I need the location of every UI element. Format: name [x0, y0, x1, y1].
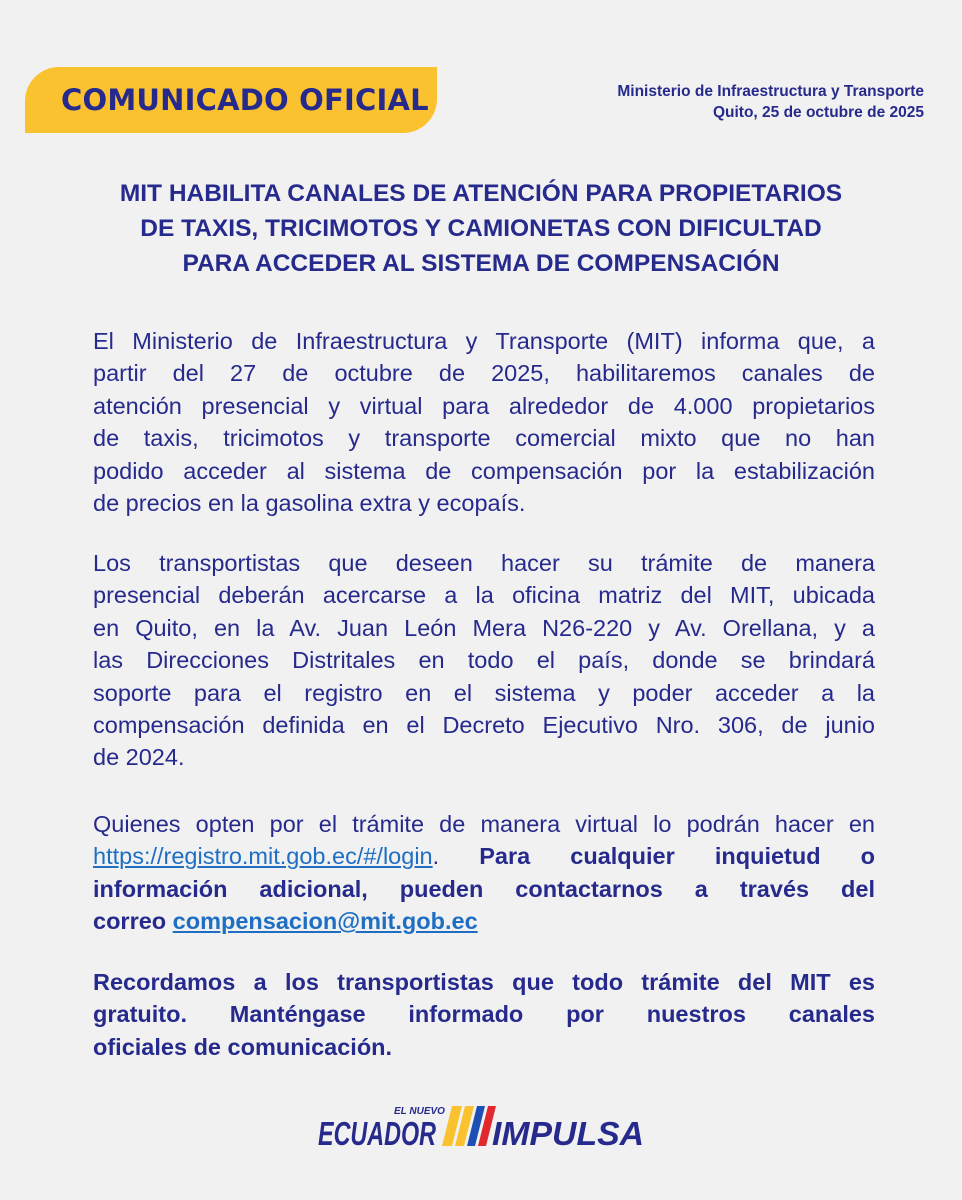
paragraph-line: Quienes opten por el trámite de manera virtual lo podrán hacer en	[93, 811, 875, 837]
paragraph-line: El Ministerio de Infraestructura y Transporte (MIT) informa que, a	[93, 328, 875, 354]
paragraph-line: atención presencial y virtual para alrededor de 4.000 propietarios	[93, 392, 875, 419]
headline-line: DE TAXIS, TRICIMOTOS Y CAMIONETAS CON DIFICULTAD	[140, 215, 822, 242]
paragraph-2	[93, 547, 875, 774]
paragraph-line: gratuito. Manténgase informado por nuestros canales	[93, 1001, 875, 1028]
paragraph-4	[93, 966, 875, 1063]
headline	[40, 176, 922, 281]
paragraph-line: soporte para el registro en el sistema y poder acceder a la	[93, 679, 875, 706]
paragraph-line: oficiales de comunicación.	[93, 1033, 393, 1060]
registro-link[interactable]: https://registro.mit.gob.ec/#/login	[93, 843, 433, 870]
paragraph-line-with-link	[93, 840, 875, 872]
email-link[interactable]: compensacion@mit.gob.ec	[172, 908, 478, 935]
paragraph-line: podido acceder al sistema de compensación por la estabilización	[93, 457, 875, 484]
flag-stripes-icon	[442, 1106, 496, 1146]
badge-label: COMUNICADO OFICIAL	[61, 83, 429, 117]
paragraph-line: de precios en la gasolina extra y ecopaís.	[93, 490, 526, 517]
paragraph-line: en Quito, en la Av. Juan León Mera N26-220 y Av. Orellana, y a	[93, 614, 875, 641]
paragraph-line: información adicional, pueden contactarnos a través del	[93, 875, 875, 902]
paragraph-line: las Direcciones Distritales en todo el país, donde se brindará	[93, 647, 875, 674]
logo-el-nuevo: EL NUEVO	[394, 1106, 445, 1117]
paragraph-line: partir del 27 de octubre de 2025, habilitaremos canales de	[93, 360, 875, 387]
logo-ecuador: ECUADOR	[318, 1115, 437, 1152]
inquiry-text: Para cualquier inquietud o	[479, 843, 876, 870]
header-meta	[617, 81, 924, 123]
place-date: Quito, 25 de octubre de 2025	[712, 104, 924, 121]
paragraph-line: compensación definida en el Decreto Ejecutivo Nro. 306, de junio	[93, 712, 875, 739]
ecuador-impulsa-logo	[316, 1100, 648, 1152]
paragraph-line: Los transportistas que deseen hacer su trámite de manera	[93, 550, 875, 576]
logo-impulsa: IMPULSA	[492, 1115, 644, 1152]
paragraph-line: de 2024.	[93, 744, 185, 771]
email-line	[93, 905, 875, 937]
correo-label: correo	[93, 908, 167, 935]
comunicado-badge	[25, 67, 437, 133]
paragraph-line: Recordamos a los transportistas que todo trámite del MIT es	[93, 969, 875, 995]
paragraph-1	[93, 325, 875, 519]
paragraph-line: presencial deberán acercarse a la oficina matriz del MIT, ubicada	[93, 582, 875, 609]
headline-line: MIT HABILITA CANALES DE ATENCIÓN PARA PROPIETARIOS	[119, 180, 843, 207]
headline-line: PARA ACCEDER AL SISTEMA DE COMPENSACIÓN	[182, 250, 780, 277]
link-period: .	[432, 843, 440, 870]
paragraph-3	[93, 808, 875, 938]
ministry-name: Ministerio de Infraestructura y Transporte	[617, 83, 924, 100]
paragraph-line: de taxis, tricimotos y transporte comercial mixto que no han	[93, 425, 875, 452]
